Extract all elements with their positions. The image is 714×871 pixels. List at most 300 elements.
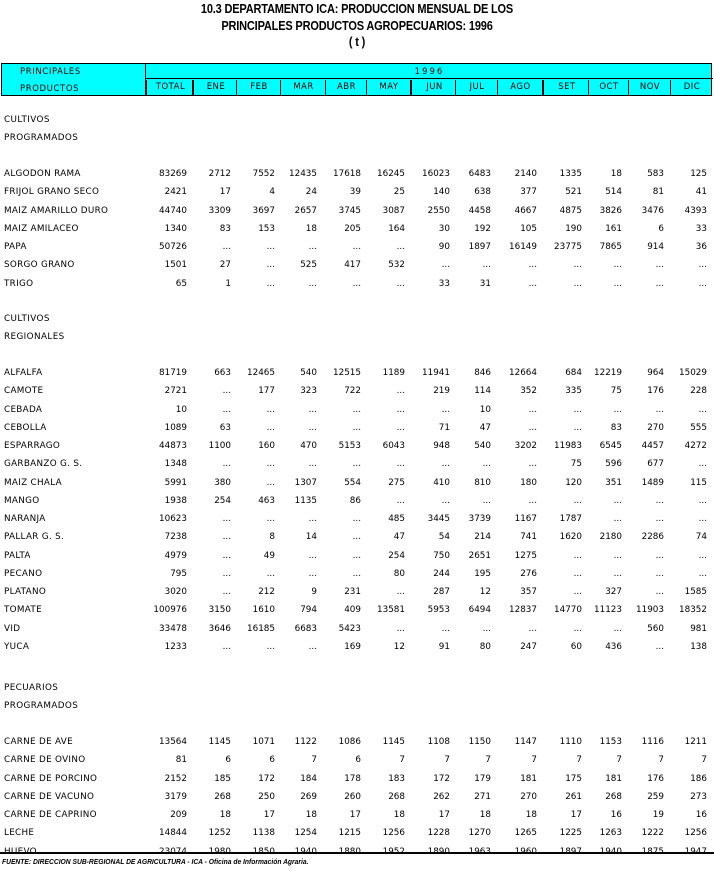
table-row [0,366,714,380]
table-row [0,603,714,617]
header-divider [145,78,713,79]
cell-mar: 794 [300,605,317,616]
cell-feb: ... [266,514,275,524]
cell-jul: 4458 [468,205,491,216]
row-label: LECHE [4,828,35,839]
table-subtitle: PRINCIPALES PRODUCTOS AGROPECUARIOS: 1996 [221,19,493,33]
cell-abr: 5423 [338,623,361,634]
cell-jun: 1228 [427,828,450,839]
cell-set: ... [573,278,582,289]
cell-may: 532 [388,260,405,271]
cell-abr: 722 [344,386,361,397]
cell-mar: ... [308,242,317,252]
cell-ene: ... [222,514,231,524]
cell-feb: ... [266,568,275,579]
cell-ago: 4667 [514,205,537,216]
cell-abr: 409 [344,605,361,616]
cell-feb: 17 [263,810,275,820]
cell-feb: 7552 [252,169,275,179]
cell-oct: 16 [610,810,622,820]
cell-jun: ... [441,495,450,506]
cell-jul: 540 [474,441,491,451]
cell-nov: 270 [647,422,664,433]
cell-oct: 1263 [599,828,622,839]
cell-oct: 161 [605,223,622,234]
table-row [0,735,714,749]
cell-nov: ... [655,568,664,579]
cell-dic: ... [698,278,707,289]
cell-ago: 1147 [514,737,537,747]
cell-ago: 357 [520,587,537,597]
cell-total: 2421 [164,187,187,198]
cell-may: 47 [393,532,405,543]
cell-nov: 1489 [641,477,664,488]
cell-abr: 231 [344,587,361,597]
table-row [0,167,714,181]
cell-mar: 1122 [294,737,317,747]
cell-ene: 380 [214,477,231,488]
cell-mar: 7 [311,755,317,766]
row-label: VID [4,623,21,634]
row-label: GARBANZO G. S. [4,459,83,470]
cell-jun: 91 [438,641,450,652]
cell-nov: 914 [647,242,664,252]
cell-abr: ... [352,404,361,415]
cell-ago: 18 [525,810,537,820]
cell-abr: 1086 [338,737,361,747]
cell-feb: ... [266,641,275,652]
cell-feb: ... [266,459,275,470]
cell-jun: 410 [433,477,450,488]
cell-oct: 1153 [599,737,622,747]
cell-set: 1225 [559,828,582,839]
cell-may: 13581 [377,605,405,616]
cell-total: 100976 [153,605,187,616]
cell-jul: 2651 [468,550,491,561]
cell-mar: 18 [305,810,317,820]
table-row [0,384,714,398]
cell-oct: 436 [605,641,622,652]
cell-nov: 19 [652,810,664,820]
cell-total: 50726 [159,242,187,252]
cell-feb: 250 [258,791,275,802]
cell-ene: ... [222,459,231,470]
row-label: FRIJOL GRANO SECO [4,187,100,198]
cell-abr: 205 [344,223,361,234]
column-header-ene: ENE [192,80,238,95]
cell-may: 268 [388,791,405,802]
cell-set: ... [573,623,582,634]
cell-abr: 5153 [338,441,361,451]
cell-mar: 9 [311,587,317,597]
cell-total: 44873 [159,441,187,451]
cell-ago: 105 [520,223,537,234]
column-header-jul: JUL [455,80,498,95]
cell-mar: 323 [300,386,317,397]
cell-may: 16245 [377,169,405,179]
cell-ene: 1 [225,278,231,289]
cell-jun: 287 [433,587,450,597]
cell-oct: ... [613,404,622,415]
cell-feb: 4 [269,187,275,198]
cell-set: 1335 [559,169,582,179]
cell-jul: 638 [474,187,491,198]
cell-mar: 269 [300,791,317,802]
cell-ene: 27 [219,260,231,271]
cell-mar: 24 [305,187,317,198]
cell-may: 7 [399,755,405,766]
cell-ene: ... [222,404,231,415]
table-row [0,567,714,581]
cell-feb: 1138 [252,828,275,839]
cell-ago: ... [528,404,537,415]
cell-may: 164 [388,223,405,234]
cell-ene: ... [222,587,231,597]
cell-mar: 470 [300,441,317,451]
table-title: 10.3 DEPARTAMENTO ICA: PRODUCCION MENSUAL DE LOS [200,2,514,16]
cell-jun: ... [441,260,450,271]
cell-ago: ... [528,260,537,271]
cell-mar: 1307 [294,477,317,488]
cell-oct: ... [613,278,622,289]
cell-feb: ... [266,260,275,271]
cell-may: 183 [388,773,405,784]
cell-jul: ... [482,260,491,271]
cell-jul: 810 [474,477,491,488]
cell-total: 13564 [159,737,187,747]
table-row [0,439,714,453]
cell-abr: 12515 [333,368,361,378]
row-label: TRIGO [4,278,34,289]
cell-mar: ... [308,422,317,433]
cell-jun: 7 [444,755,450,766]
cell-ago: 7 [531,755,537,766]
row-label: MANGO [4,495,40,506]
cell-oct: 596 [605,459,622,470]
cell-dic: 41 [695,187,707,198]
cell-total: 4979 [164,550,187,561]
row-label: CEBADA [4,404,43,415]
cell-ago: 12837 [509,605,537,616]
table-row [0,512,714,526]
cell-set: ... [573,495,582,506]
cell-mar: 540 [300,368,317,378]
cell-set: 521 [565,187,582,198]
cell-nov: ... [655,495,664,506]
cell-abr: 39 [349,187,361,198]
cell-ago: ... [528,623,537,634]
cell-feb: 212 [258,587,275,597]
cell-dic: 1585 [684,587,707,597]
table-row [0,403,714,417]
cell-may: 275 [388,477,405,488]
cell-set: 23775 [554,242,582,252]
cell-jul: 214 [474,532,491,543]
cell-ene: 6 [225,755,231,766]
cell-dic: 125 [690,169,707,179]
cell-jul: 192 [474,223,491,234]
cell-total: 1938 [164,495,187,506]
cell-abr: ... [352,532,361,543]
cell-ene: 1145 [208,737,231,747]
cell-set: 261 [565,791,582,802]
cell-nov: 4457 [641,441,664,451]
cell-dic: 981 [690,623,707,634]
cell-nov: ... [655,514,664,524]
table-header [1,63,712,96]
table-row [0,258,714,272]
cell-nov: ... [655,550,664,561]
cell-may: ... [396,459,405,470]
cell-dic: 15029 [679,368,707,378]
cell-oct: ... [613,568,622,579]
cell-feb: 6 [269,755,275,766]
table-row [0,421,714,435]
cell-jul: 271 [474,791,491,802]
cell-may: ... [396,422,405,433]
cell-ago: 741 [520,532,537,543]
cell-jul: 80 [479,641,491,652]
cell-jun: 219 [433,386,450,397]
cell-dic: ... [698,495,707,506]
cell-may: 12 [393,641,405,652]
footer-rule [0,852,714,854]
cell-nov: 2286 [641,532,664,543]
table-row [0,772,714,786]
cell-abr: ... [352,514,361,524]
table-row [0,826,714,840]
cell-ago: ... [528,495,537,506]
table-row [0,640,714,654]
cell-jul: ... [482,459,491,470]
cell-oct: ... [613,260,622,271]
cell-dic: 186 [690,773,707,784]
section-title: CULTIVOS [4,314,50,324]
cell-abr: ... [352,278,361,289]
row-label: PALLAR G. S. [4,532,65,543]
section-title: CULTIVOS [4,115,50,125]
cell-dic: 228 [690,386,707,397]
table-row [0,753,714,767]
column-header-ago: AGO [497,80,543,95]
cell-set: ... [573,260,582,271]
cell-feb: ... [266,404,275,415]
cell-ago: ... [528,278,537,289]
cell-abr: 17 [349,810,361,820]
cell-oct: 3826 [599,205,622,216]
cell-ene: 2712 [208,169,231,179]
cell-may: 1189 [382,368,405,378]
cell-dic: 4272 [684,441,707,451]
cell-nov: 176 [647,386,664,397]
cell-ago: 1167 [514,514,537,524]
row-label: CARNE DE PORCINO [4,773,98,784]
cell-feb: ... [266,242,275,252]
cell-dic: ... [698,459,707,470]
cell-jul: 6494 [468,605,491,616]
row-label: CARNE DE CAPRINO [4,810,97,820]
cell-set: 60 [570,641,582,652]
cell-feb: ... [266,278,275,289]
cell-ago: 180 [520,477,537,488]
cell-feb: 12465 [247,368,275,378]
cell-jun: 244 [433,568,450,579]
section-subtitle: PROGRAMADOS [4,701,79,711]
cell-mar: ... [308,404,317,415]
cell-nov: ... [655,641,664,652]
row-label: ESPARRAGO [4,441,61,451]
cell-abr: ... [352,550,361,561]
row-label: MAIZ CHALA [4,477,62,488]
cell-nov: 677 [647,459,664,470]
cell-ene: 254 [214,495,231,506]
cell-total: 10623 [159,514,187,524]
cell-total: 44740 [159,205,187,216]
cell-jun: 90 [438,242,450,252]
cell-oct: 268 [605,791,622,802]
cell-oct: 2180 [599,532,622,543]
row-label: NARANJA [4,514,46,524]
row-label: TOMATE [4,605,42,616]
table-row [0,240,714,254]
cell-jun: 33 [438,278,450,289]
cell-jul: 3739 [468,514,491,524]
cell-abr: ... [352,459,361,470]
cell-total: 65 [175,278,187,289]
cell-ene: ... [222,386,231,397]
cell-total: 1348 [164,459,187,470]
cell-may: ... [396,386,405,397]
cell-mar: 184 [300,773,317,784]
cell-jun: 11941 [422,368,450,378]
cell-mar: 18 [305,223,317,234]
cell-ago: 1265 [514,828,537,839]
cell-may: ... [396,278,405,289]
table-row [0,585,714,599]
cell-may: 18 [393,810,405,820]
cell-nov: 1116 [641,737,664,747]
cell-ene: 1252 [208,828,231,839]
cell-jul: 18 [479,810,491,820]
cell-nov: 560 [647,623,664,634]
cell-total: 5991 [164,477,187,488]
cell-set: 1787 [559,514,582,524]
cell-feb: 3697 [252,205,275,216]
cell-jun: 262 [433,791,450,802]
cell-set: 14770 [554,605,582,616]
column-header-nov: NOV [628,80,671,95]
cell-may: ... [396,242,405,252]
cell-may: 3087 [382,205,405,216]
cell-dic: 1211 [684,737,707,747]
cell-may: ... [396,623,405,634]
cell-total: 1501 [164,260,187,271]
cell-feb: 172 [258,773,275,784]
cell-jun: 17 [438,810,450,820]
cell-oct: 514 [605,187,622,198]
cell-dic: 7 [701,755,707,766]
cell-abr: 554 [344,477,361,488]
cell-ene: 3150 [208,605,231,616]
table-row [0,622,714,636]
cell-jul: 1270 [468,828,491,839]
cell-total: 2152 [164,773,187,784]
cell-jul: 47 [479,422,491,433]
row-label: PLATANO [4,587,47,597]
cell-ago: 2140 [514,169,537,179]
header-year: 1996 [414,67,445,77]
cell-ene: 663 [214,368,231,378]
cell-set: 75 [570,459,582,470]
cell-total: 209 [170,810,187,820]
cell-dic: 1256 [684,828,707,839]
cell-total: 1089 [164,422,187,433]
cell-set: ... [573,568,582,579]
row-label: CEBOLLA [4,422,47,433]
cell-oct: 327 [605,587,622,597]
cell-feb: 16185 [247,623,275,634]
cell-dic: ... [698,568,707,579]
row-label: MAIZ AMILACEO [4,223,79,234]
cell-may: 1145 [382,737,405,747]
cell-jun: 750 [433,550,450,561]
cell-oct: ... [613,514,622,524]
row-label: CAMOTE [4,386,44,397]
cell-feb: 1071 [252,737,275,747]
column-header-set: SET [542,80,590,95]
cell-may: ... [396,587,405,597]
cell-set: 190 [565,223,582,234]
cell-jun: 3445 [427,514,450,524]
cell-jun: 30 [438,223,450,234]
cell-may: ... [396,404,405,415]
cell-ago: 352 [520,386,537,397]
cell-jun: 5953 [427,605,450,616]
row-label: CARNE DE AVE [4,737,73,747]
cell-set: ... [573,422,582,433]
cell-set: 684 [565,368,582,378]
table-row [0,808,714,822]
cell-set: ... [573,404,582,415]
source-note: FUENTE: DIRECCION SUB-REGIONAL DE AGRICULTURA - ICA - Oficina de Información Agraria. [2,857,309,866]
row-label: CARNE DE VACUNO [4,791,95,802]
cell-set: 1620 [559,532,582,543]
cell-abr: ... [352,242,361,252]
cell-jul: 31 [479,278,491,289]
cell-set: 335 [565,386,582,397]
cell-set: 175 [565,773,582,784]
cell-jul: ... [482,623,491,634]
cell-oct: 83 [610,422,622,433]
cell-mar: ... [308,641,317,652]
column-header-abr: ABR [325,80,367,95]
table-row [0,530,714,544]
cell-nov: 1222 [641,828,664,839]
cell-nov: 81 [652,187,664,198]
cell-ago: ... [528,459,537,470]
table-row [0,277,714,291]
cell-jul: 12 [479,587,491,597]
cell-jul: 1897 [468,242,491,252]
cell-oct: ... [613,495,622,506]
table-row [0,476,714,490]
cell-oct: ... [613,550,622,561]
section-subtitle: PROGRAMADOS [4,133,79,143]
cell-abr: 3745 [338,205,361,216]
cell-jun: 140 [433,187,450,198]
cell-jun: 54 [438,532,450,543]
table-row [0,222,714,236]
